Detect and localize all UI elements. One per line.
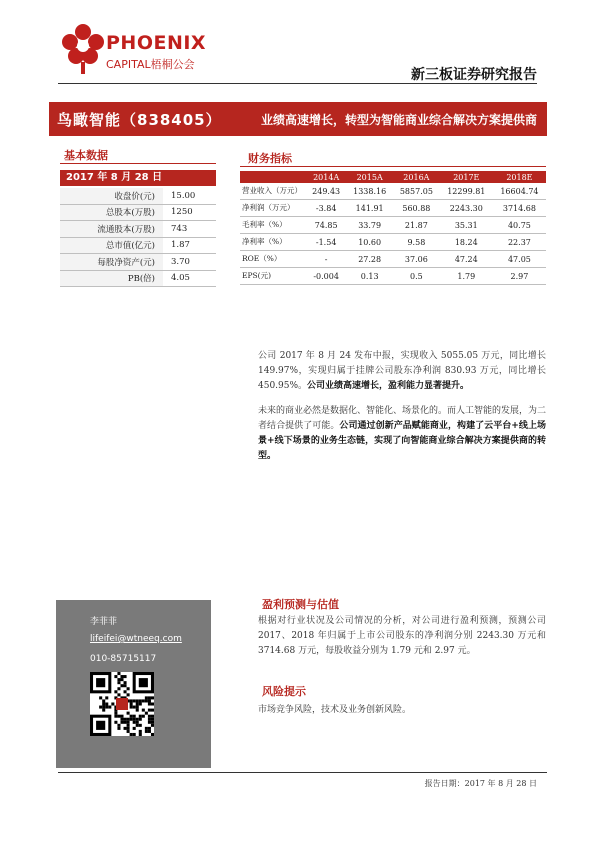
basic-data-value: 4.05	[163, 270, 216, 287]
financial-cell: -	[306, 251, 346, 268]
summary-1-emphasis: 公司业绩高速增长，盈利能力显著提升。	[307, 381, 470, 391]
financial-cell: -0.004	[306, 268, 346, 285]
summary-paragraph-2	[258, 404, 546, 464]
financial-row-label: ROE（%）	[240, 251, 306, 268]
financial-cell: 10.60	[346, 234, 393, 251]
summary-1-text: 公司 2017 年 8 月 24 发布中报，实现收入 5055.05 万元，同比增长 149.97%，实现归属于挂牌公司股东净利润 830.93 万元，同比增长 450.95%。	[258, 351, 546, 391]
financial-column-header: 2015A	[346, 171, 393, 183]
analyst-name: 李菲菲	[90, 617, 118, 627]
financial-cell: 249.43	[306, 183, 346, 200]
basic-data-label: 每股净资产(元)	[60, 254, 163, 271]
financial-row	[240, 200, 546, 217]
financial-cell: 2.97	[493, 268, 546, 285]
financial-row	[240, 183, 546, 200]
risk-title: 风险提示	[262, 685, 306, 698]
financial-cell: 1.79	[440, 268, 493, 285]
basic-data-value: 15.00	[163, 188, 216, 204]
financial-title: 财务指标	[248, 152, 292, 165]
basic-data-label: PB(倍)	[60, 270, 163, 287]
financial-row	[240, 217, 546, 234]
financial-cell: 16604.74	[493, 183, 546, 200]
financial-cell: 0.5	[393, 268, 440, 285]
brand-sub: CAPITAL梧桐公会	[106, 58, 195, 71]
company-name: 鸟瞰智能（838405）	[57, 111, 222, 129]
financial-cell: 9.58	[393, 234, 440, 251]
financial-row	[240, 234, 546, 251]
financial-cell: 2243.30	[440, 200, 493, 217]
financial-cell: 21.87	[393, 217, 440, 234]
risk-text: 市场竞争风险，技术及业务创新风险。	[258, 705, 412, 715]
financial-cell: 560.88	[393, 200, 440, 217]
financial-cell: 40.75	[493, 217, 546, 234]
basic-data-row	[60, 254, 216, 271]
basic-data-value: 1250	[163, 204, 216, 221]
basic-data-label: 总市值(亿元)	[60, 237, 163, 254]
financial-cell: 3714.68	[493, 200, 546, 217]
financial-cell: 22.37	[493, 234, 546, 251]
report-date: 报告日期：2017 年 8 月 28 日	[424, 779, 537, 788]
basic-data-label: 收盘价(元)	[60, 188, 163, 204]
basic-data-label: 流通股本(万股)	[60, 221, 163, 238]
report-type: 新三板证券研究报告	[411, 67, 537, 83]
footer-divider	[58, 772, 547, 773]
summary-2-text: 未来的商业必然是数据化、智能化、场景化的。而人工智能的发展，为二者结合提供了可能。	[258, 406, 547, 431]
basic-data-date: 2017 年 8 月 28 日	[60, 170, 216, 186]
financial-rule	[240, 166, 546, 167]
basic-data-table	[60, 188, 216, 287]
summary-paragraph-1	[258, 349, 546, 394]
financial-cell: 141.91	[346, 200, 393, 217]
analyst-email-link[interactable]: lifeifei@wtneeq.com	[90, 634, 182, 644]
financial-row-label: 净利润（万元）	[240, 200, 306, 217]
basic-data-row	[60, 270, 216, 287]
phoenix-logo	[58, 20, 208, 78]
financial-cell: 0.13	[346, 268, 393, 285]
basic-data-title: 基本数据	[64, 149, 108, 162]
financial-cell: 74.85	[306, 217, 346, 234]
financial-cell: 33.79	[346, 217, 393, 234]
financial-row-label: 毛利率（%）	[240, 217, 306, 234]
financial-row-label: 营业收入（万元）	[240, 183, 306, 200]
financial-cell: 5857.05	[393, 183, 440, 200]
financial-cell: 18.24	[440, 234, 493, 251]
financial-cell: 12299.81	[440, 183, 493, 200]
brand-main: PHOENIX	[106, 32, 207, 54]
financial-cell: -3.84	[306, 200, 346, 217]
analyst-card	[56, 600, 211, 768]
financial-cell: 35.31	[440, 217, 493, 234]
basic-data-row	[60, 188, 216, 204]
forecast-title: 盈利预测与估值	[262, 598, 339, 611]
financial-column-header	[240, 171, 306, 183]
qr-code-icon	[90, 672, 154, 736]
basic-data-row	[60, 204, 216, 221]
summary-2-emphasis: 公司通过创新产品赋能商业，构建了云平台+线上场景+线下场景的业务生态链，实现了向智能商业综合解决方案提供商的转型。	[258, 421, 546, 461]
financial-row-label: EPS(元)	[240, 268, 306, 285]
financial-column-header: 2018E	[493, 171, 546, 183]
financial-row-label: 净利率（%）	[240, 234, 306, 251]
financial-cell: 27.28	[346, 251, 393, 268]
financial-cell: 47.24	[440, 251, 493, 268]
financial-column-header: 2014A	[306, 171, 346, 183]
basic-data-value: 3.70	[163, 254, 216, 271]
basic-data-row	[60, 221, 216, 238]
financial-cell: 1338.16	[346, 183, 393, 200]
forecast-text: 根据对行业状况及公司情况的分析，对公司进行盈利预测，预测公司 2017、2018 年归属于上市公司股东的净利润分别 2243.30 万元和 3714.68 万元，每股收益分别为 1.79 元和 2.97 元。	[258, 616, 546, 656]
phoenix-logo-icon	[58, 20, 108, 76]
financial-column-header: 2016A	[393, 171, 440, 183]
basic-data-value: 1.87	[163, 237, 216, 254]
basic-data-label: 总股本(万股)	[60, 204, 163, 221]
financial-cell: -1.54	[306, 234, 346, 251]
basic-data-value: 743	[163, 221, 216, 238]
financial-column-header: 2017E	[440, 171, 493, 183]
header-divider	[58, 83, 537, 84]
financial-cell: 47.05	[493, 251, 546, 268]
financial-row	[240, 251, 546, 268]
basic-data-rule	[60, 163, 216, 164]
financial-row	[240, 268, 546, 285]
analyst-phone: 010-85715117	[90, 654, 157, 664]
financial-table	[240, 171, 546, 285]
title-banner	[49, 102, 547, 136]
financial-cell: 37.06	[393, 251, 440, 268]
basic-data-row	[60, 237, 216, 254]
report-headline: 业绩高速增长，转型为智能商业综合解决方案提供商	[260, 113, 537, 127]
